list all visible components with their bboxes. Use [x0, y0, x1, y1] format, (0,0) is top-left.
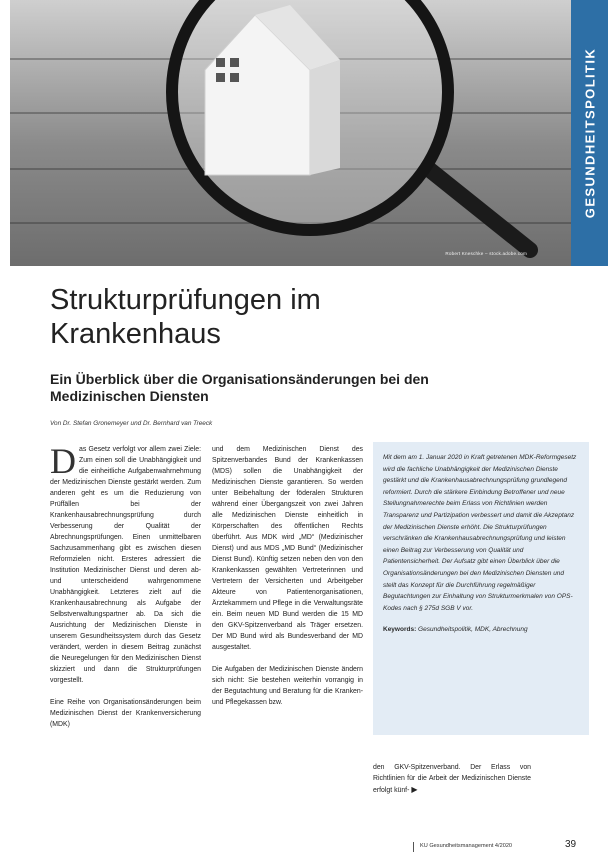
section-label: GESUNDHEITSPOLITIK: [582, 47, 597, 219]
drop-cap: D: [50, 441, 76, 481]
article-byline: Von Dr. Stefan Gronemeyer und Dr. Bernhard van Treeck: [50, 420, 213, 427]
body-paragraph: und dem Medizinischen Dienst des Spitzenverbandes Bund der Krankenkassen (MDS) sollen die Unabhängigkeit der Medizinischen Dienste garantieren. So werden unter Beibehaltung der föderalen Strukturen während einer Übergangszeit von zwei Jahren alle Medizinischen Dienste einheitlich in Körperschaften des öffentlichen Rechts überführt. Aus MDK wird „MD“ (Medizinischer Dienst) und aus MDS „MD Bund“ (Medizinischer Dienst Bund). Künftig setzen neben den von den Krankenkassen gewählten Vertreterinnen und Vertretern der Versicherten und Arbeitgeber Akteure von Patientenorganisationen, Ärztekammern und Pflege in die Verwaltungsräte ein. Beim neuen MD Bund werden die 15 MD den GKV-Spitzenverband als Träger ersetzen. Der MD Bund wird als Bundesverband der MD ausgestaltet.: [212, 446, 363, 651]
footer-journal: KU Gesundheitsmanagement 4/2020: [420, 843, 513, 849]
paragraph-text: as Gesetz verfolgt vor allem zwei Ziele: Zum einen soll die Unabhängigkeit und die einheitliche Aufgabenwahrnehmung der Medizinischen Dienste gestärkt werden. Zum anderen geht es um die Reduzierung von Prüffällen bei der Krankenhausabrechnungsprüfung durch Verbesserung der Qualität der Abrechnungsprüfungen. Einen unmittelbaren Sachzusammenhang gibt es zwischen diesen Reformzielen nicht. Ersteres adressiert die Institution Medizinischer Dienst und deren ab- und unterscheidend wahrgenommene Unabhängigkeit. Letzteres zielt auf die Krankenhausabrechnung als Aufgabe der Selbstverwaltungspartner ab. Da sich die Ausrichtung der Medizinischen Dienste in unserem Gesundheitssystem durch das Gesetz verändert, werden in diesem Beitrag zunächst die Neuregelungen für den Medizinischen Dienst skizziert und dann die Strukturprüfungen vorgestellt.: [50, 446, 201, 684]
page-number: 39: [565, 839, 577, 850]
body-column-1: [50, 441, 201, 741]
article-title: Strukturprüfungen im Krankenhaus: [50, 284, 321, 350]
keywords-line: [383, 624, 579, 635]
photo-credit: Robert Kneschke – stock.adobe.com: [445, 251, 527, 256]
section-tab: [571, 0, 608, 266]
body-paragraph: [50, 441, 201, 686]
header-photo: [10, 0, 571, 266]
keywords-list: Gesundheitspolitik, MDK, Abrechnung: [418, 626, 528, 634]
abstract-text: Mit dem am 1. Januar 2020 in Kraft getretenen MDK-Reformgesetz wird die fachliche Unabhängigkeit der Medizinischen Dienste gestärkt und die Krankenhausabrechnungsprüfung grundlegend reformiert. Durch die stärkere Einbindung Betroffener und neue Stellungnahmerechte beim Erlass von Richtlinien werden Transparenz und Partizipation verbessert und damit die Akzeptanz der Medizinischen Dienste erhöht. Die Strukturprüfungen verschränken die Krankenhausabrechnungsprüfung und leisten einen Beitrag zur Verbesserung von Qualität und Patientensicherheit. Der Aufsatz gibt einen Überblick über die Organisationsänderungen bei den Medizinischen Diensten und stellt das Konzept für die Durchführung regelmäßiger Begutachtungen zur Einhaltung von Strukturmerkmalen von OPS-Kodes nach § 275d SGB V vor.: [383, 454, 577, 612]
article-subtitle: Ein Überblick über die Organisationsänderungen bei den Medizinischen Diensten: [50, 371, 429, 404]
body-paragraph: Die Aufgaben der Medizinischen Dienste ändern sich nicht: Sie bestehen weiterhin vorrangig in der Begutachtung und Beratung für die Kranken- und Pflegekassen bzw.: [212, 666, 363, 706]
body-column-2: [212, 444, 363, 719]
keywords-label: Keywords:: [383, 626, 417, 634]
paragraph-text: den GKV-Spitzenverband. Der Erlass von Richtlinien für die Arbeit der Medizinischen Dienste erfolgt künf-: [373, 764, 531, 794]
body-paragraph: Eine Reihe von Organisationsänderungen beim Medizinischen Dienst der Krankenversicherung (MDK): [50, 699, 201, 728]
magnifier-house-illustration: [10, 0, 571, 266]
body-column-3: [373, 762, 531, 807]
body-paragraph: [373, 762, 531, 796]
abstract-box: [373, 442, 589, 735]
footer-divider: [413, 842, 414, 852]
continue-arrow-icon: ▶: [411, 785, 418, 794]
